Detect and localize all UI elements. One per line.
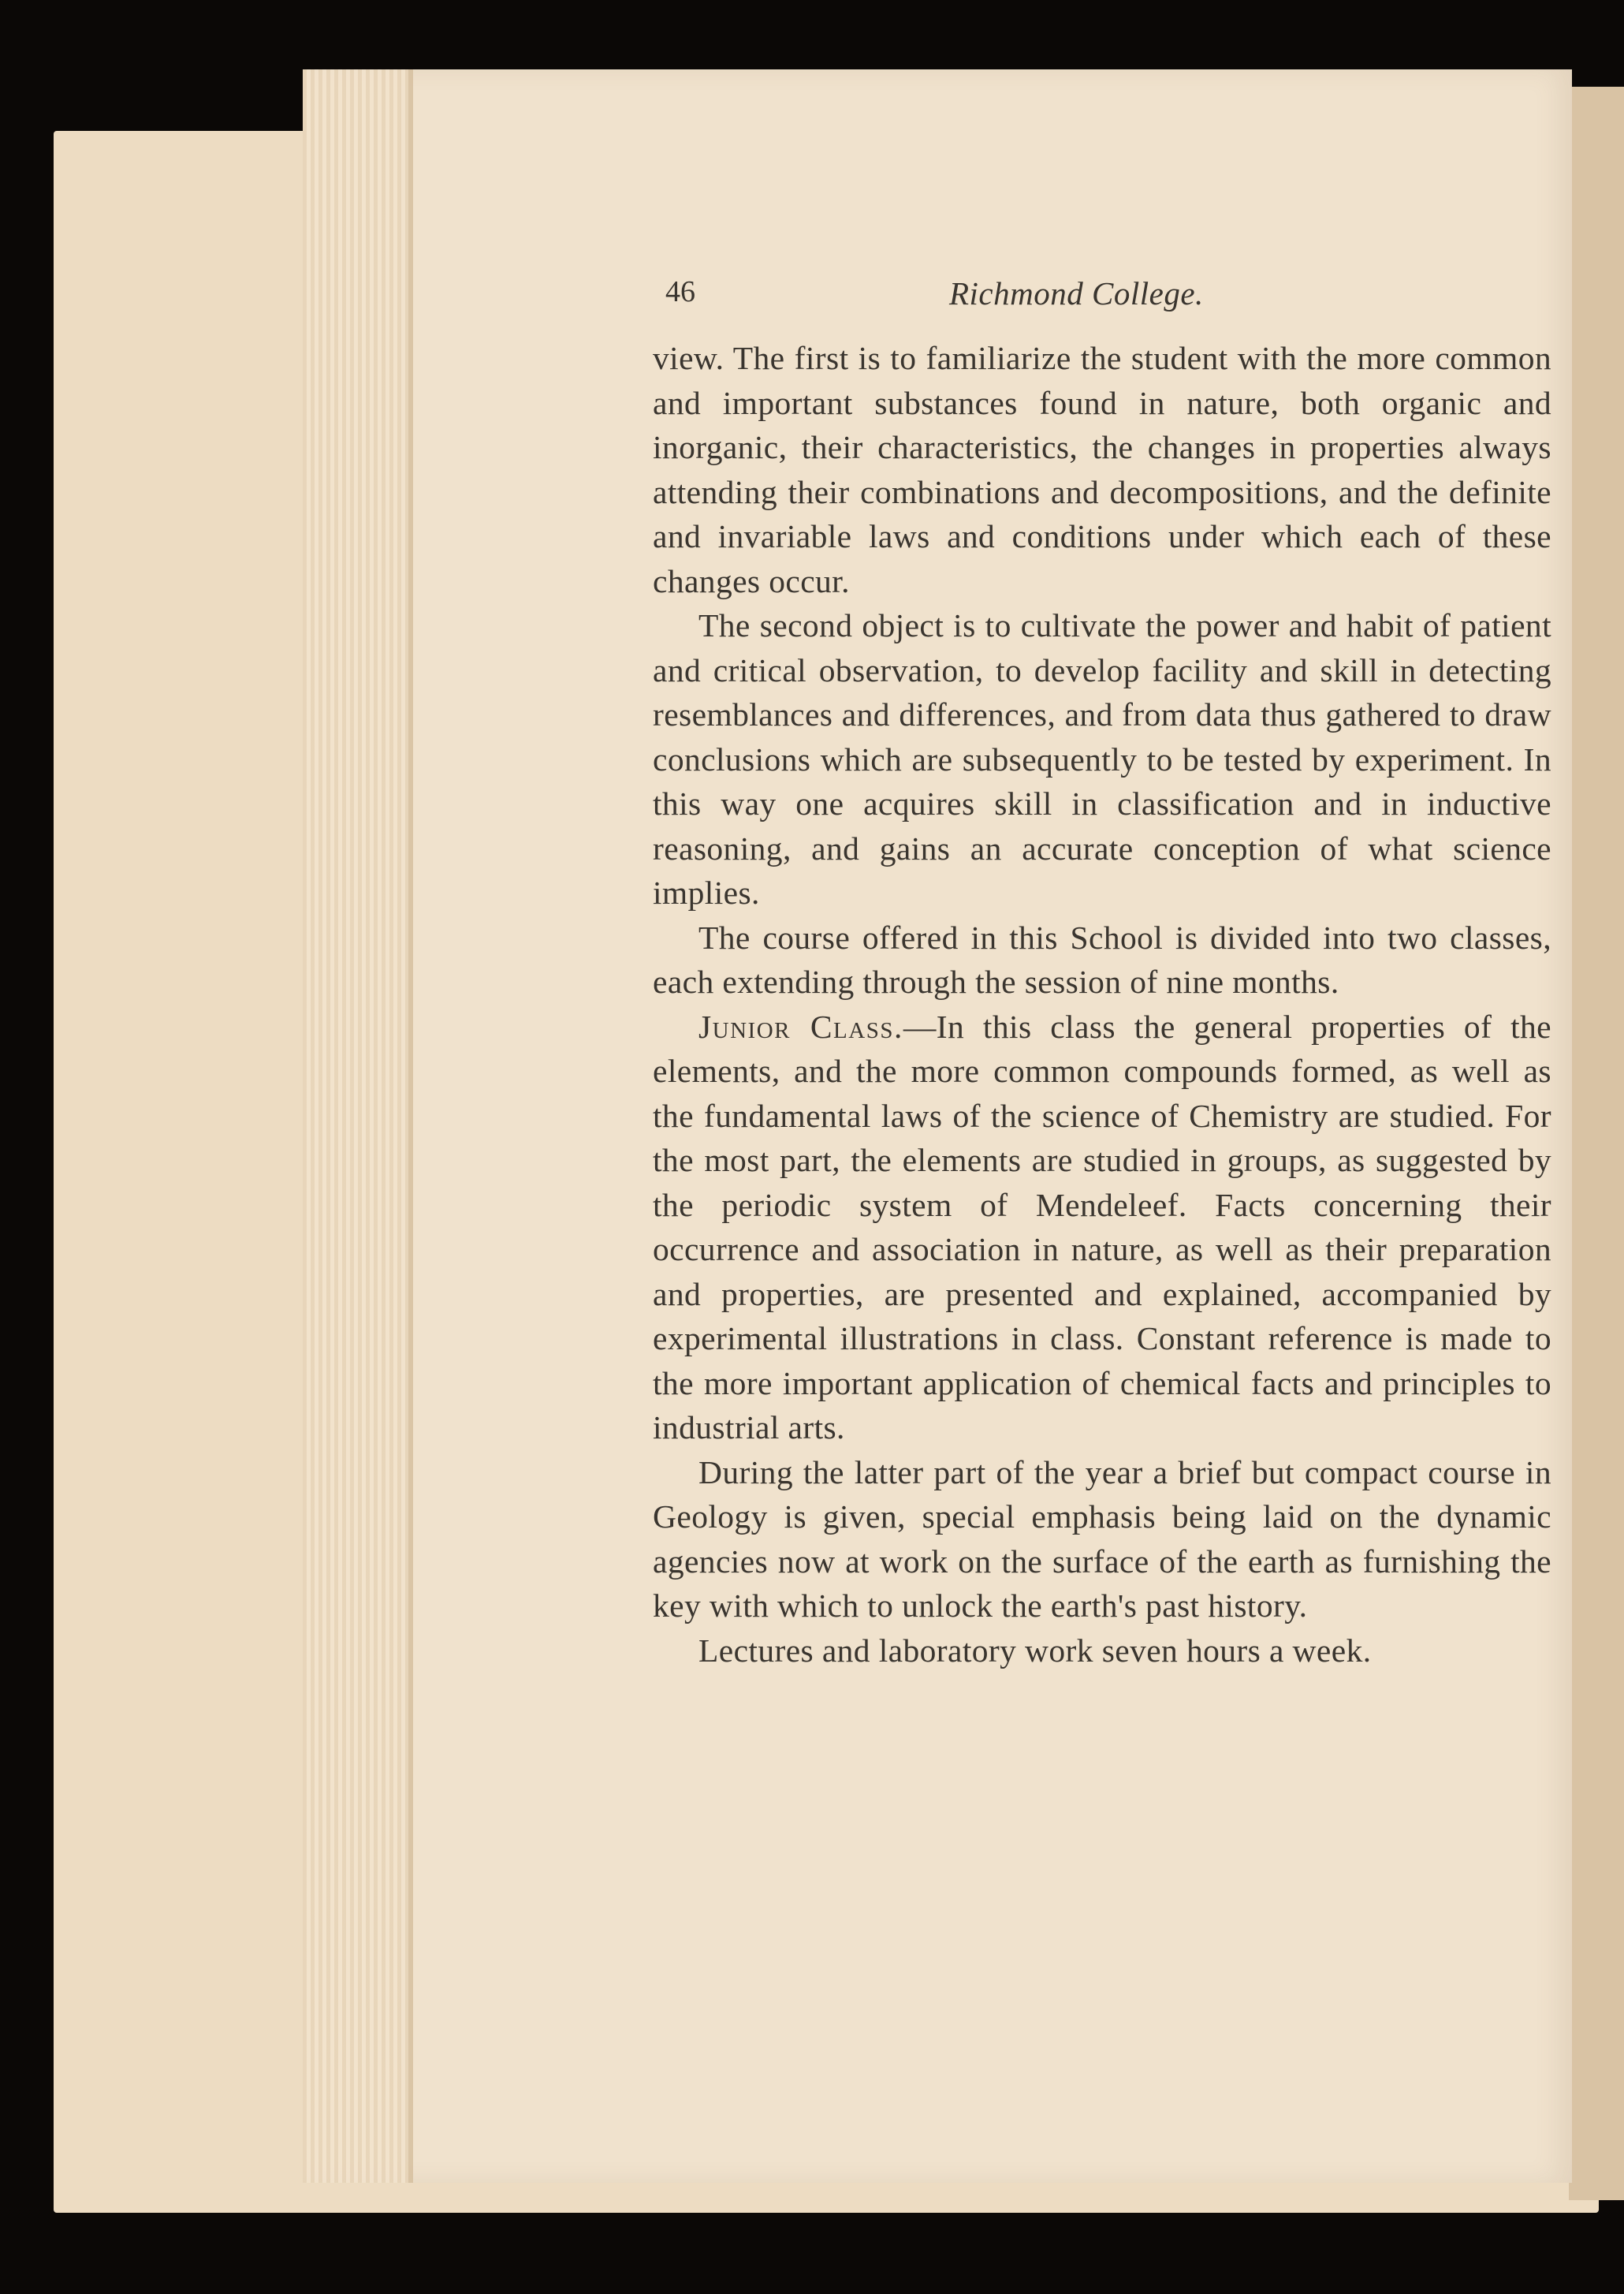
page-number: 46 xyxy=(665,275,695,308)
paragraph xyxy=(653,1628,1551,1673)
paragraph-text: The second object is to cultivate the power and habit of patient and critical observation, to develop facility and skill in detecting resemblances and differences, and from data thus gathered to draw conclusions which are subsequently to be tested by experiment. In this way one acquires skill in classification and in inductive reasoning, and gains an accurate conception of what science implies. xyxy=(653,607,1551,911)
page-content xyxy=(653,274,1551,1673)
paragraph xyxy=(653,1450,1551,1628)
paragraph-text: During the latter part of the year a brief but compact course in Geology is given, special emphasis being laid on the dynamic agencies now at work on the surface of the earth as furnishing the key with which to unlock the earth's past history. xyxy=(653,1453,1551,1624)
section-heading: Junior Class. xyxy=(698,1008,903,1045)
page-stack-edges xyxy=(303,69,413,2183)
running-head xyxy=(653,274,1551,323)
paragraph-text: Lectures and laboratory work seven hours a week. xyxy=(698,1632,1372,1669)
paragraph xyxy=(653,916,1551,1005)
paragraph xyxy=(653,1005,1551,1450)
book-cover-edge xyxy=(1569,87,1624,2200)
paragraph-text: The course offered in this School is divided into two classes, each extending through the session of nine months. xyxy=(653,919,1551,1000)
paragraph xyxy=(653,603,1551,916)
body-text xyxy=(653,336,1551,1673)
running-title: Richmond College. xyxy=(949,275,1204,311)
paragraph-text: —In this class the general properties of the elements, and the more common compounds formed, as well as the fundamental laws of the science of Chemistry are studied. For the most part, the elements are studied in groups, as suggested by the periodic system of Mendeleef. Facts concerning their occurrence and association in nature, as well as their preparation and properties, are presented and explained, accompanied by experimental illustrations in class. Constant reference is made to the more important application of chemical facts and principles to industrial arts. xyxy=(653,1008,1551,1445)
paragraph xyxy=(653,336,1551,603)
paragraph-text: view. The first is to familiarize the student with the more common and important substances found in nature, both organic and inorganic, their characteristics, the changes in properties always attending their combinations and decompositions, and the definite and invariable laws and conditions under which each of these changes occur. xyxy=(653,340,1551,599)
